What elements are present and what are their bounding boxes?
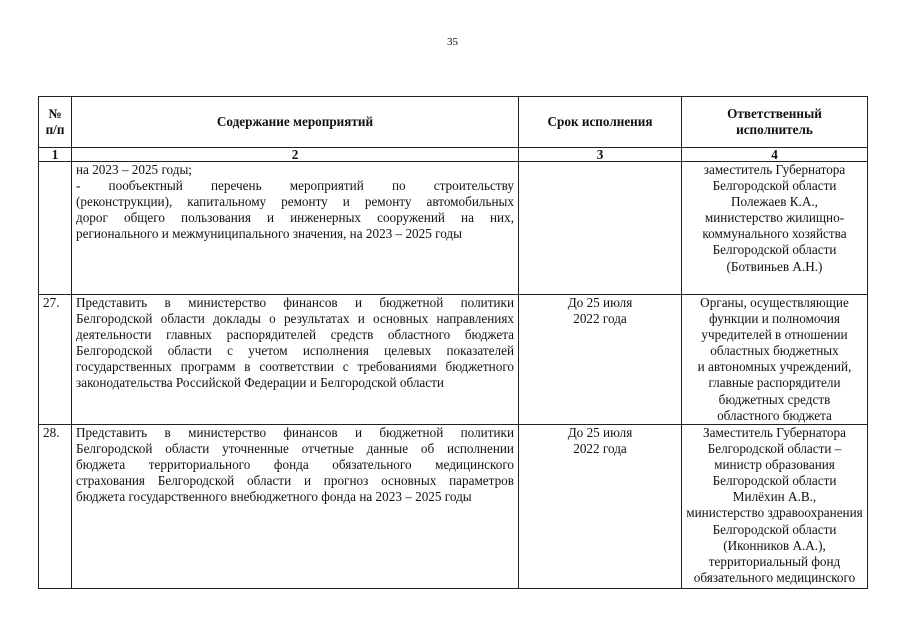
activity-content: [72, 162, 519, 295]
column-number-row: [39, 148, 868, 162]
row-number: [39, 162, 72, 295]
responsible-line: областных бюджетных: [710, 343, 839, 359]
deadline: [519, 425, 682, 589]
content-line: - пообъектный перечень мероприятий по строительству: [76, 178, 514, 194]
responsible-line: функции и полномочия: [709, 311, 840, 327]
table-header-row: [39, 97, 868, 148]
responsible-line: Органы, осуществляющие: [700, 295, 849, 310]
responsible-executor: [682, 295, 868, 425]
activity-content: [72, 425, 519, 589]
content-line: Белгородской области уточненные отчетные данные об исполнении: [76, 441, 514, 457]
content-line: Представить в министерство финансов и бюджетной политики: [76, 425, 514, 440]
responsible-line: Белгородской области: [712, 521, 837, 537]
responsible-line: учредителей в отношении: [701, 327, 848, 343]
responsible-line: министерство жилищно-: [704, 210, 845, 226]
content-line: Представить в министерство финансов и бюджетной политики: [76, 295, 514, 310]
deadline-line: До 25 июля: [567, 425, 633, 440]
responsible-line: и автономных учреждений,: [697, 359, 852, 375]
table-row: [39, 425, 868, 589]
responsible-executor: [682, 425, 868, 589]
deadline-line: До 25 июля: [567, 295, 633, 310]
content-line: государственных программ в соответствии с требованиями бюджетного: [76, 359, 514, 375]
activity-content: [72, 295, 519, 425]
responsible-line: территориальный фонд: [708, 553, 841, 569]
header-responsible: [682, 97, 868, 148]
content-line: на 2023 – 2025 годы;: [76, 162, 192, 177]
responsible-line: Милёхин А.В.,: [732, 489, 817, 505]
responsible-line: Белгородской области: [712, 242, 837, 258]
header-number-line: п/п: [45, 122, 65, 137]
content-line: страхования Белгородской области и прогноз основных параметров: [76, 473, 514, 489]
header-number-line: №: [48, 105, 62, 121]
content-line: регионального и межмуниципального значения, на 2023 – 2025 годы: [76, 226, 462, 242]
responsible-line: (Ботвиньев А.Н.): [726, 258, 823, 274]
header-number: [39, 97, 72, 148]
responsible-line: министерство здравоохранения: [686, 505, 863, 521]
content-line: законодательства Российской Федерации и Белгородской области: [76, 375, 444, 391]
header-deadline: Срок исполнения: [519, 97, 682, 148]
deadline-line: 2022 года: [573, 311, 627, 327]
content-line: (реконструкции), капитальному ремонту и ремонту автомобильных: [76, 194, 514, 210]
column-number: 2: [72, 148, 519, 162]
deadline: [519, 295, 682, 425]
responsible-line: Полежаев К.А.,: [731, 194, 818, 210]
content-line: бюджета государственного внебюджетного фонда на 2023 – 2025 годы: [76, 489, 472, 505]
responsible-line: Белгородской области –: [707, 441, 842, 457]
content-line: Белгородской области с учетом исполнения целевых показателей: [76, 343, 514, 359]
responsible-line: Белгородской области: [712, 178, 837, 194]
responsible-executor: [682, 162, 868, 295]
responsible-line: областного бюджета: [717, 407, 832, 423]
responsible-line: главные распорядители: [708, 375, 841, 391]
responsible-line: заместитель Губернатора: [703, 162, 846, 177]
header-responsible-line: Ответственный: [727, 105, 822, 121]
table-row: [39, 295, 868, 425]
content-line: бюджета территориального фонда обязательного медицинского: [76, 457, 514, 473]
content-line: деятельности главных распорядителей средств областного бюджета: [76, 327, 514, 343]
column-number: 3: [519, 148, 682, 162]
responsible-line: коммунального хозяйства: [702, 226, 847, 242]
responsible-line: Белгородской области: [712, 473, 837, 489]
page-number: 35: [447, 36, 458, 48]
table-row: [39, 162, 868, 295]
column-number: 1: [39, 148, 72, 162]
activities-table: [38, 96, 868, 589]
responsible-line: (Иконников А.А.),: [723, 537, 826, 553]
responsible-line: Заместитель Губернатора: [703, 425, 846, 440]
responsible-line: министр образования: [714, 457, 835, 473]
content-line: Белгородской области доклады о результатах и основных направлениях: [76, 311, 514, 327]
deadline-line: 2022 года: [573, 441, 627, 457]
content-line: дорог общего пользования и инженерных сооружений на них,: [76, 210, 514, 226]
responsible-line: обязательного медицинского: [693, 569, 856, 585]
column-number: 4: [682, 148, 868, 162]
header-responsible-line: исполнитель: [736, 122, 813, 137]
deadline: [519, 162, 682, 295]
responsible-line: бюджетных средств: [718, 391, 831, 407]
row-number: 28.: [39, 425, 72, 589]
header-content: Содержание мероприятий: [72, 97, 519, 148]
row-number: 27.: [39, 295, 72, 425]
